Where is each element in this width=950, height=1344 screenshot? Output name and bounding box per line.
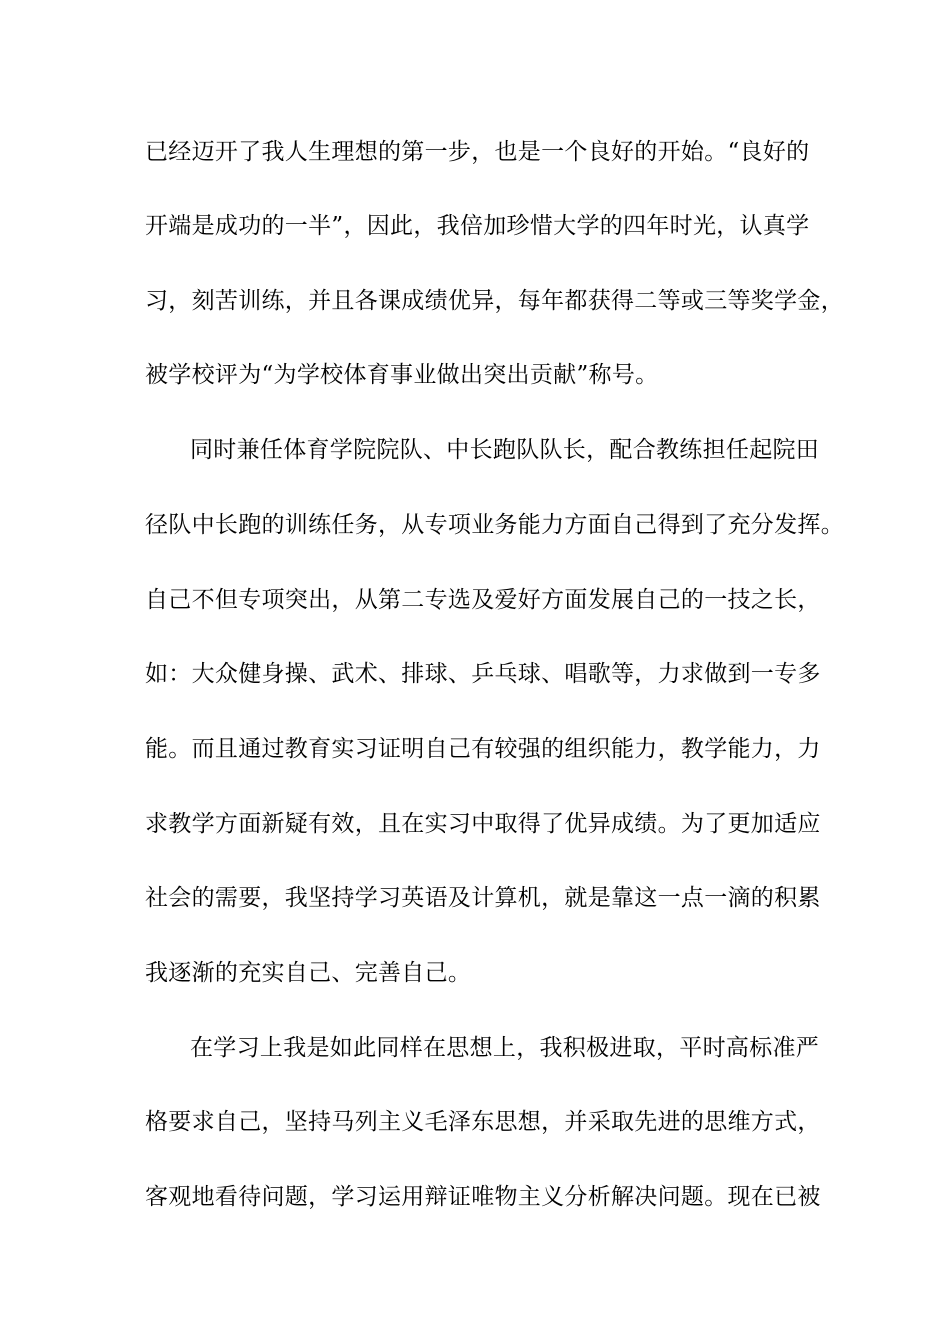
text-line: 客观地看待问题，学习运用辩证唯物主义分析解决问题。现在已被 [145,1184,821,1210]
text-line: 社会的需要，我坚持学习英语及计算机，就是靠这一点一滴的积累 [145,885,821,911]
text-line: 被学校评为“为学校体育事业做出突出贡献”称号。 [145,362,659,388]
text-line: 我逐渐的充实自己、完善自己。 [145,960,472,986]
text-line: 能。而且通过教育实习证明自己有较强的组织能力，教学能力，力 [145,736,821,762]
text-line: 径队中长跑的训练任务，从专项业务能力方面自己得到了充分发挥。 [145,512,844,538]
text-line: 开端是成功的一半”，因此，我倍加珍惜大学的四年时光，认真学 [145,213,810,239]
text-line: 已经迈开了我人生理想的第一步，也是一个良好的开始。“良好的 [145,139,810,165]
text-line: 格要求自己，坚持马列主义毛泽东思想，并采取先进的思维方式， [145,1109,821,1135]
text-line: 习，刻苦训练，并且各课成绩优异，每年都获得二等或三等奖学金， [145,288,844,314]
text-line: 求教学方面新疑有效，且在实习中取得了优异成绩。为了更加适应 [145,811,821,837]
paragraph-first-line: 同时兼任体育学院院队、中长跑队队长，配合教练担任起院田 [190,437,820,463]
paragraph-first-line: 在学习上我是如此同样在思想上，我积极进取，平时高标准严 [190,1035,820,1061]
text-line: 自己不但专项突出，从第二专选及爱好方面发展自己的一技之长， [145,587,821,613]
text-line: 如：大众健身操、武术、排球、乒乓球、唱歌等，力求做到一专多 [145,661,821,687]
